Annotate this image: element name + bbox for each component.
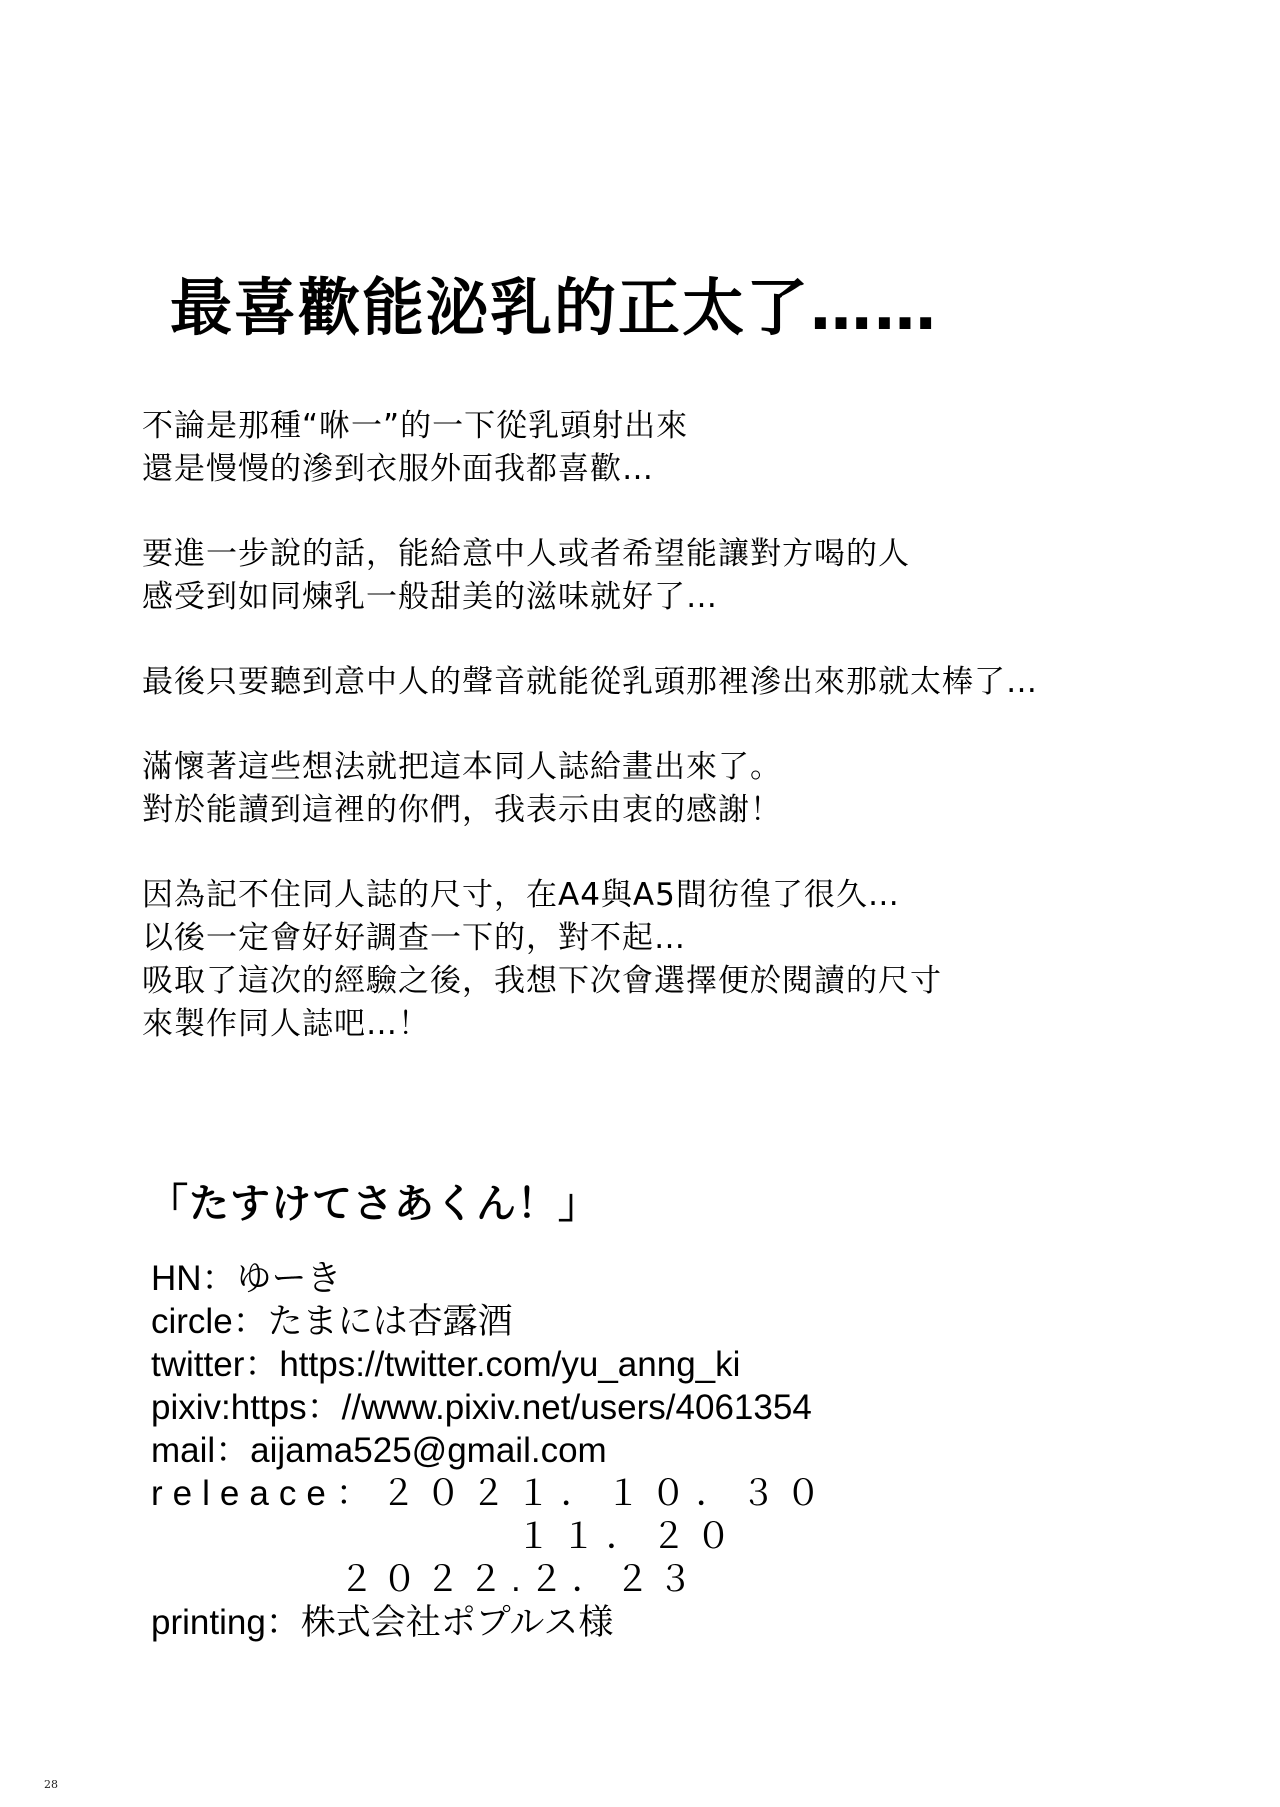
paragraph-line: 因為記不住同人誌的尺寸，在A4與A5間彷徨了很久… — [142, 877, 900, 913]
paragraph-line: 吸取了這次的經驗之後，我想下次會選擇便於閱讀的尺寸 — [142, 963, 942, 999]
credit-release-date-3: ２０２２.２．２３ — [339, 1560, 701, 1599]
page-number: 28 — [44, 1778, 58, 1791]
credit-release-date-1: releace：２０２１．１０．３０ — [151, 1474, 831, 1513]
book-title: 「たすけてさあくん！」 — [148, 1181, 599, 1227]
paragraph-2 — [142, 533, 1142, 619]
paragraph-3 — [142, 661, 1142, 704]
paragraph-1 — [142, 405, 1142, 491]
paragraph-line: 最後只要聽到意中人的聲音就能從乳頭那裡滲出來那就太棒了… — [142, 664, 1038, 700]
paragraph-line: 要進一步說的話，能給意中人或者希望能讓對方喝的人 — [142, 536, 910, 572]
paragraph-line: 不論是那種“咻一”的一下從乳頭射出來 — [142, 408, 689, 444]
credit-mail: mail：aijama525@gmail.com — [151, 1431, 607, 1470]
credit-release-date-2: １１．２０ — [516, 1517, 742, 1556]
paragraph-line: 滿懷著這些想法就把這本同人誌給畫出來了。 — [142, 749, 782, 785]
credit-circle: circle：たまには杏露酒 — [151, 1302, 513, 1341]
credit-printing: printing：株式会社ポプルス様 — [151, 1603, 614, 1642]
paragraph-5 — [142, 874, 1142, 1046]
credit-pixiv: pixiv:https：//www.pixiv.net/users/4061354 — [151, 1388, 812, 1427]
page-headline: 最喜歡能泌乳的正太了…… — [170, 271, 939, 344]
paragraph-line: 對於能讀到這裡的你們，我表示由衷的感謝！ — [142, 792, 782, 828]
paragraph-line: 還是慢慢的滲到衣服外面我都喜歡… — [142, 451, 654, 487]
paragraph-line: 來製作同人誌吧…！ — [142, 1006, 430, 1042]
colophon — [151, 1257, 831, 1644]
paragraph-line: 以後一定會好好調查一下的，對不起… — [142, 920, 686, 956]
credit-twitter: twitter：https://twitter.com/yu_anng_ki — [151, 1345, 741, 1384]
credit-hn: HN：ゆーき — [151, 1259, 342, 1298]
paragraph-line: 感受到如同煉乳一般甜美的滋味就好了… — [142, 579, 718, 615]
afterword-body — [142, 405, 1142, 1088]
paragraph-4 — [142, 746, 1142, 832]
